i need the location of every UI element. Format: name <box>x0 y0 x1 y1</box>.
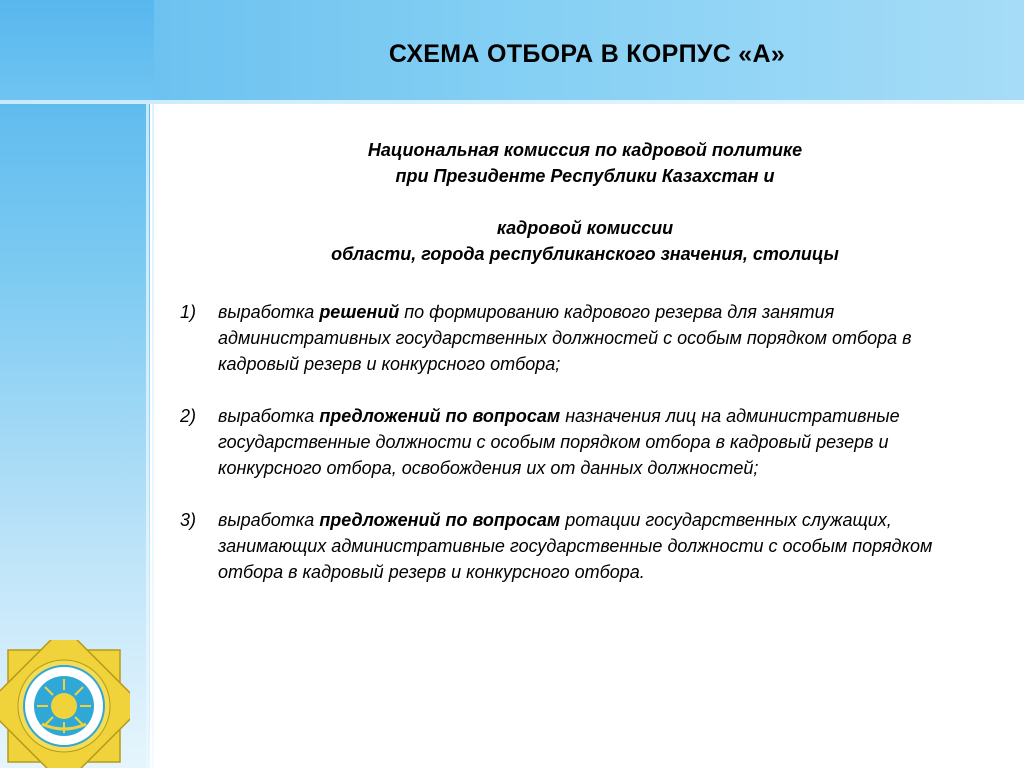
text-normal: назначения лиц на административные государственные должности с особым порядком отбора в кадровый резерв и конкурсного отбора, освобождения их от данных должностей; <box>218 406 900 478</box>
list-item-number: 1) <box>180 302 197 322</box>
commission-line-1: Национальная комиссия по кадровой политике <box>367 140 803 160</box>
text-normal: выработка <box>218 406 320 426</box>
list-item-text <box>218 403 993 481</box>
kazakhstan-emblem-icon <box>0 640 130 768</box>
text-normal: по формированию кадрового резерва для занятия административных государственных должностей с особым порядком отбора в кадровый резерв и конкурсного отбора; <box>218 302 912 374</box>
list-item <box>180 507 1000 585</box>
spacer <box>240 189 930 215</box>
header-divider <box>0 100 1024 104</box>
list-item-number: 3) <box>180 510 197 530</box>
left-stripe-thin <box>152 0 154 768</box>
list-item <box>180 299 1000 377</box>
commission-line-4: области, города республиканского значения, столицы <box>331 244 839 264</box>
commission-block <box>240 137 930 267</box>
left-stripe <box>146 0 149 768</box>
text-emphasis: предложений по вопросам <box>319 406 561 426</box>
list-item-number: 2) <box>180 406 197 426</box>
commission-line-2: при Президенте Республики Казахстан и <box>395 166 775 186</box>
text-emphasis: решений <box>319 302 400 322</box>
functions-list <box>180 299 1000 611</box>
text-emphasis: предложений по вопросам <box>319 510 561 530</box>
text-normal: ротации государственных служащих, занимающих административные государственные должности с особым порядком отбора в кадровый резерв и конкурсного отбора. <box>218 510 933 582</box>
text-normal: выработка <box>218 510 320 530</box>
header-corner <box>0 0 154 100</box>
list-item <box>180 403 1000 481</box>
commission-line-3: кадровой комиссии <box>496 218 674 238</box>
list-item-text <box>218 507 993 585</box>
list-item-text <box>218 299 993 377</box>
text-normal: выработка <box>218 302 320 322</box>
slide-title: СХЕМА ОТБОРА В КОРПУС «А» <box>388 40 786 68</box>
